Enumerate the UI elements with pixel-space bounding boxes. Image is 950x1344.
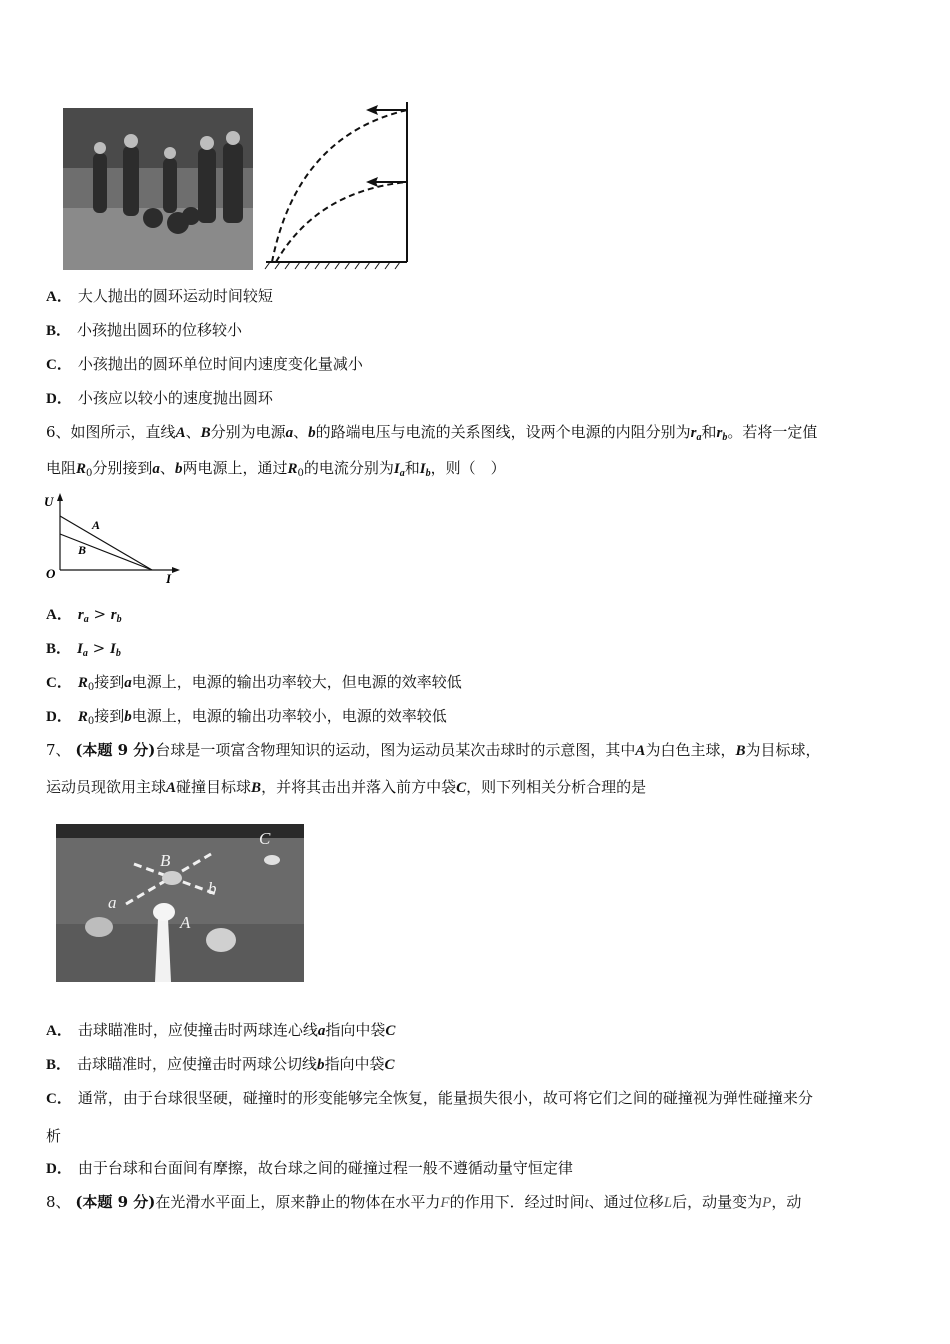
billiards-photo <box>56 824 304 982</box>
q6-option-a: A． $r_a > r_b$ <box>46 605 122 625</box>
q7-stem-line-1: 7、 (本题 9 分)台球是一项富含物理知识的运动，图为运动员某次击球时的示意图，其中A为白色主球，B为目标球， <box>46 741 821 759</box>
photo-label-line-a: a <box>108 893 117 912</box>
graph-line-b: B <box>78 543 87 557</box>
photo-label-pocket-c: C <box>259 829 271 848</box>
q6-option-d: D． $R_0$接到b电源上，电源的输出功率较小，电源的效率较低 <box>46 707 447 727</box>
q5-option-a: A． 大人抛出的圆环运动时间较短 <box>46 287 273 305</box>
q8-stem-line-1: 8、 (本题 9 分)在光滑水平面上，原来静止的物体在水平力F的作用下．经过时间t、通过位移L后，动量变为P，动 <box>46 1193 802 1211</box>
q7-option-c: C． 通常，由于台球很坚硬，碰撞时的形变能够完全恢复，能量损失很小，故可将它们之间的碰撞视为弹性碰撞来分 <box>46 1089 813 1107</box>
graph-line-a: A <box>92 518 101 532</box>
ui-graph <box>42 492 187 584</box>
ring-toss-photo <box>63 108 253 270</box>
q6-stem-line-2: 电阻$R_0$分别接到a、b两电源上，通过$R_0$的电流分别为$I_a$和$I_b$，则（ ） <box>46 459 506 479</box>
q5-option-b: B． 小孩抛出圆环的位移较小 <box>46 321 243 339</box>
photo-label-line-b: b <box>208 879 217 898</box>
q6-option-b: B． $I_a > I_b$ <box>46 639 121 659</box>
q7-stem-line-2: 运动员现欲用主球A碰撞目标球B，并将其击出并落入前方中袋C，则下列相关分析合理的是 <box>46 778 647 796</box>
trajectory-diagram <box>262 96 412 272</box>
q7-option-b: B． 击球瞄准时，应使撞击时两球公切线b指向中袋C <box>46 1055 395 1073</box>
q6-option-c: C． $R_0$接到a电源上，电源的输出功率较大，但电源的效率较低 <box>46 673 462 693</box>
q6-stem-line-1: 6、如图所示，直线A、B分别为电源a、b的路端电压与电流的关系图线，设两个电源的内阻分别为$r_a$和$r_b$。若将一定值 <box>46 423 818 443</box>
photo-label-b-ball: B <box>160 851 171 870</box>
graph-origin: O <box>46 566 56 581</box>
q7-option-a: A． 击球瞄准时，应使撞击时两球连心线a指向中袋C <box>46 1021 396 1039</box>
q7-option-d: D． 由于台球和台面间有摩擦，故台球之间的碰撞过程一般不遵循动量守恒定律 <box>46 1159 573 1177</box>
photo-label-a-ball: A <box>180 913 191 932</box>
q5-option-d: D． 小孩应以较小的速度抛出圆环 <box>46 389 273 407</box>
graph-y-label: U <box>44 494 54 509</box>
q5-option-c: C． 小孩抛出的圆环单位时间内速度变化量减小 <box>46 355 363 373</box>
q7-option-c-continued: 析 <box>46 1127 62 1145</box>
graph-x-label: I <box>166 571 172 584</box>
